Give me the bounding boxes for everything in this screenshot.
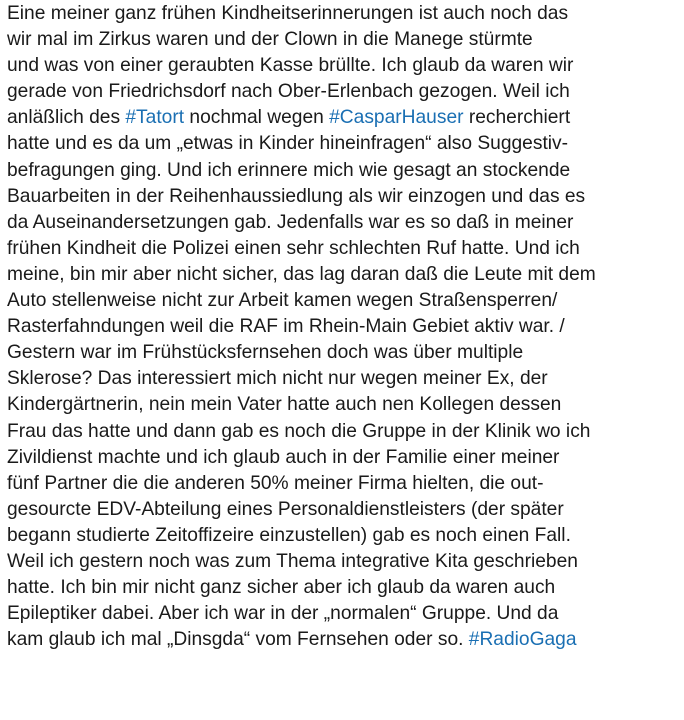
text-line	[7, 392, 678, 418]
text-line	[7, 575, 678, 601]
text-segment: frühen Kindheit die Polizei einen sehr schlechten Ruf hatte. Und ich	[7, 237, 580, 259]
text-line	[7, 314, 678, 340]
text-line	[7, 27, 678, 53]
hashtag-link[interactable]: #CasparHauser	[329, 107, 464, 129]
text-line	[7, 497, 678, 523]
text-line	[7, 549, 678, 575]
text-line	[7, 601, 678, 627]
text-line	[7, 184, 678, 210]
text-segment: Rasterfahndungen weil die RAF im Rhein-Main Gebiet aktiv war. /	[7, 316, 565, 338]
text-line	[7, 471, 678, 497]
text-line	[7, 236, 678, 262]
text-segment: meine, bin mir aber nicht sicher, das lag daran daß die Leute mit dem	[7, 263, 596, 285]
text-segment: Frau das hatte und dann gab es noch die Gruppe in der Klinik wo ich	[7, 420, 591, 442]
text-segment: hatte und es da um „etwas in Kinder hineinfragen“ also Suggestiv-	[7, 133, 569, 155]
text-line	[7, 1, 678, 27]
text-segment: da Auseinandersetzungen gab. Jedenfalls war es so daß in meiner	[7, 211, 574, 233]
text-segment: hatte. Ich bin mir nicht ganz sicher aber ich glaub da waren auch	[7, 577, 556, 599]
text-segment: Zivildienst machte und ich glaub auch in der Familie einer meiner	[7, 446, 560, 468]
text-line	[7, 419, 678, 445]
text-segment: kam glaub ich mal „Dinsgda“ vom Fernsehen oder so.	[7, 629, 469, 651]
hashtag-link[interactable]: #Tatort	[125, 107, 185, 129]
text-line	[7, 79, 678, 105]
text-segment: recherchiert	[463, 107, 571, 129]
text-line	[7, 53, 678, 79]
text-line	[7, 105, 678, 131]
text-segment: nochmal wegen	[184, 107, 330, 129]
text-segment: begann studierte Zeitoffizeire einzustellen) gab es noch einen Fall.	[7, 524, 571, 546]
text-segment: Sklerose? Das interessiert mich nicht nur wegen meiner Ex, der	[7, 368, 548, 390]
text-line	[7, 523, 678, 549]
text-line	[7, 131, 678, 157]
text-segment: und was von einer geraubten Kasse brüllte. Ich glaub da waren wir	[7, 55, 574, 77]
hashtag-link[interactable]: #RadioGaga	[468, 629, 577, 651]
text-segment: Bauarbeiten in der Reihenhaussiedlung als wir einzogen und das es	[7, 185, 586, 207]
text-segment: Epileptiker dabei. Aber ich war in der „normalen“ Gruppe. Und da	[7, 603, 559, 625]
text-line	[7, 627, 678, 653]
text-line	[7, 340, 678, 366]
text-line	[7, 158, 678, 184]
text-segment: gerade von Friedrichsdorf nach Ober-Erlenbach gezogen. Weil ich	[7, 81, 570, 103]
text-segment: Auto stellenweise nicht zur Arbeit kamen wegen Straßensperren/	[7, 290, 558, 312]
text-segment: gesourcte EDV-Abteilung eines Personaldienstleisters (der später	[7, 498, 564, 520]
text-line	[7, 445, 678, 471]
text-line	[7, 262, 678, 288]
text-line	[7, 210, 678, 236]
text-segment: Kindergärtnerin, nein mein Vater hatte auch nen Kollegen dessen	[7, 394, 562, 416]
text-segment: Eine meiner ganz frühen Kindheitserinnerungen ist auch noch das	[7, 3, 569, 24]
text-line	[7, 288, 678, 314]
text-segment: Gestern war im Frühstücksfernsehen doch was über multiple	[7, 342, 524, 364]
text-line	[7, 366, 678, 392]
text-segment: wir mal im Zirkus waren und der Clown in die Manege stürmte	[7, 29, 533, 51]
text-segment: fünf Partner die die anderen 50% meiner Firma hielten, die out-	[7, 472, 544, 494]
text-segment: Weil ich gestern noch was zum Thema integrative Kita geschrieben	[7, 550, 578, 572]
text-segment: befragungen ging. Und ich erinnere mich wie gesagt an stockende	[7, 159, 571, 181]
text-segment: anläßlich des	[7, 107, 126, 129]
